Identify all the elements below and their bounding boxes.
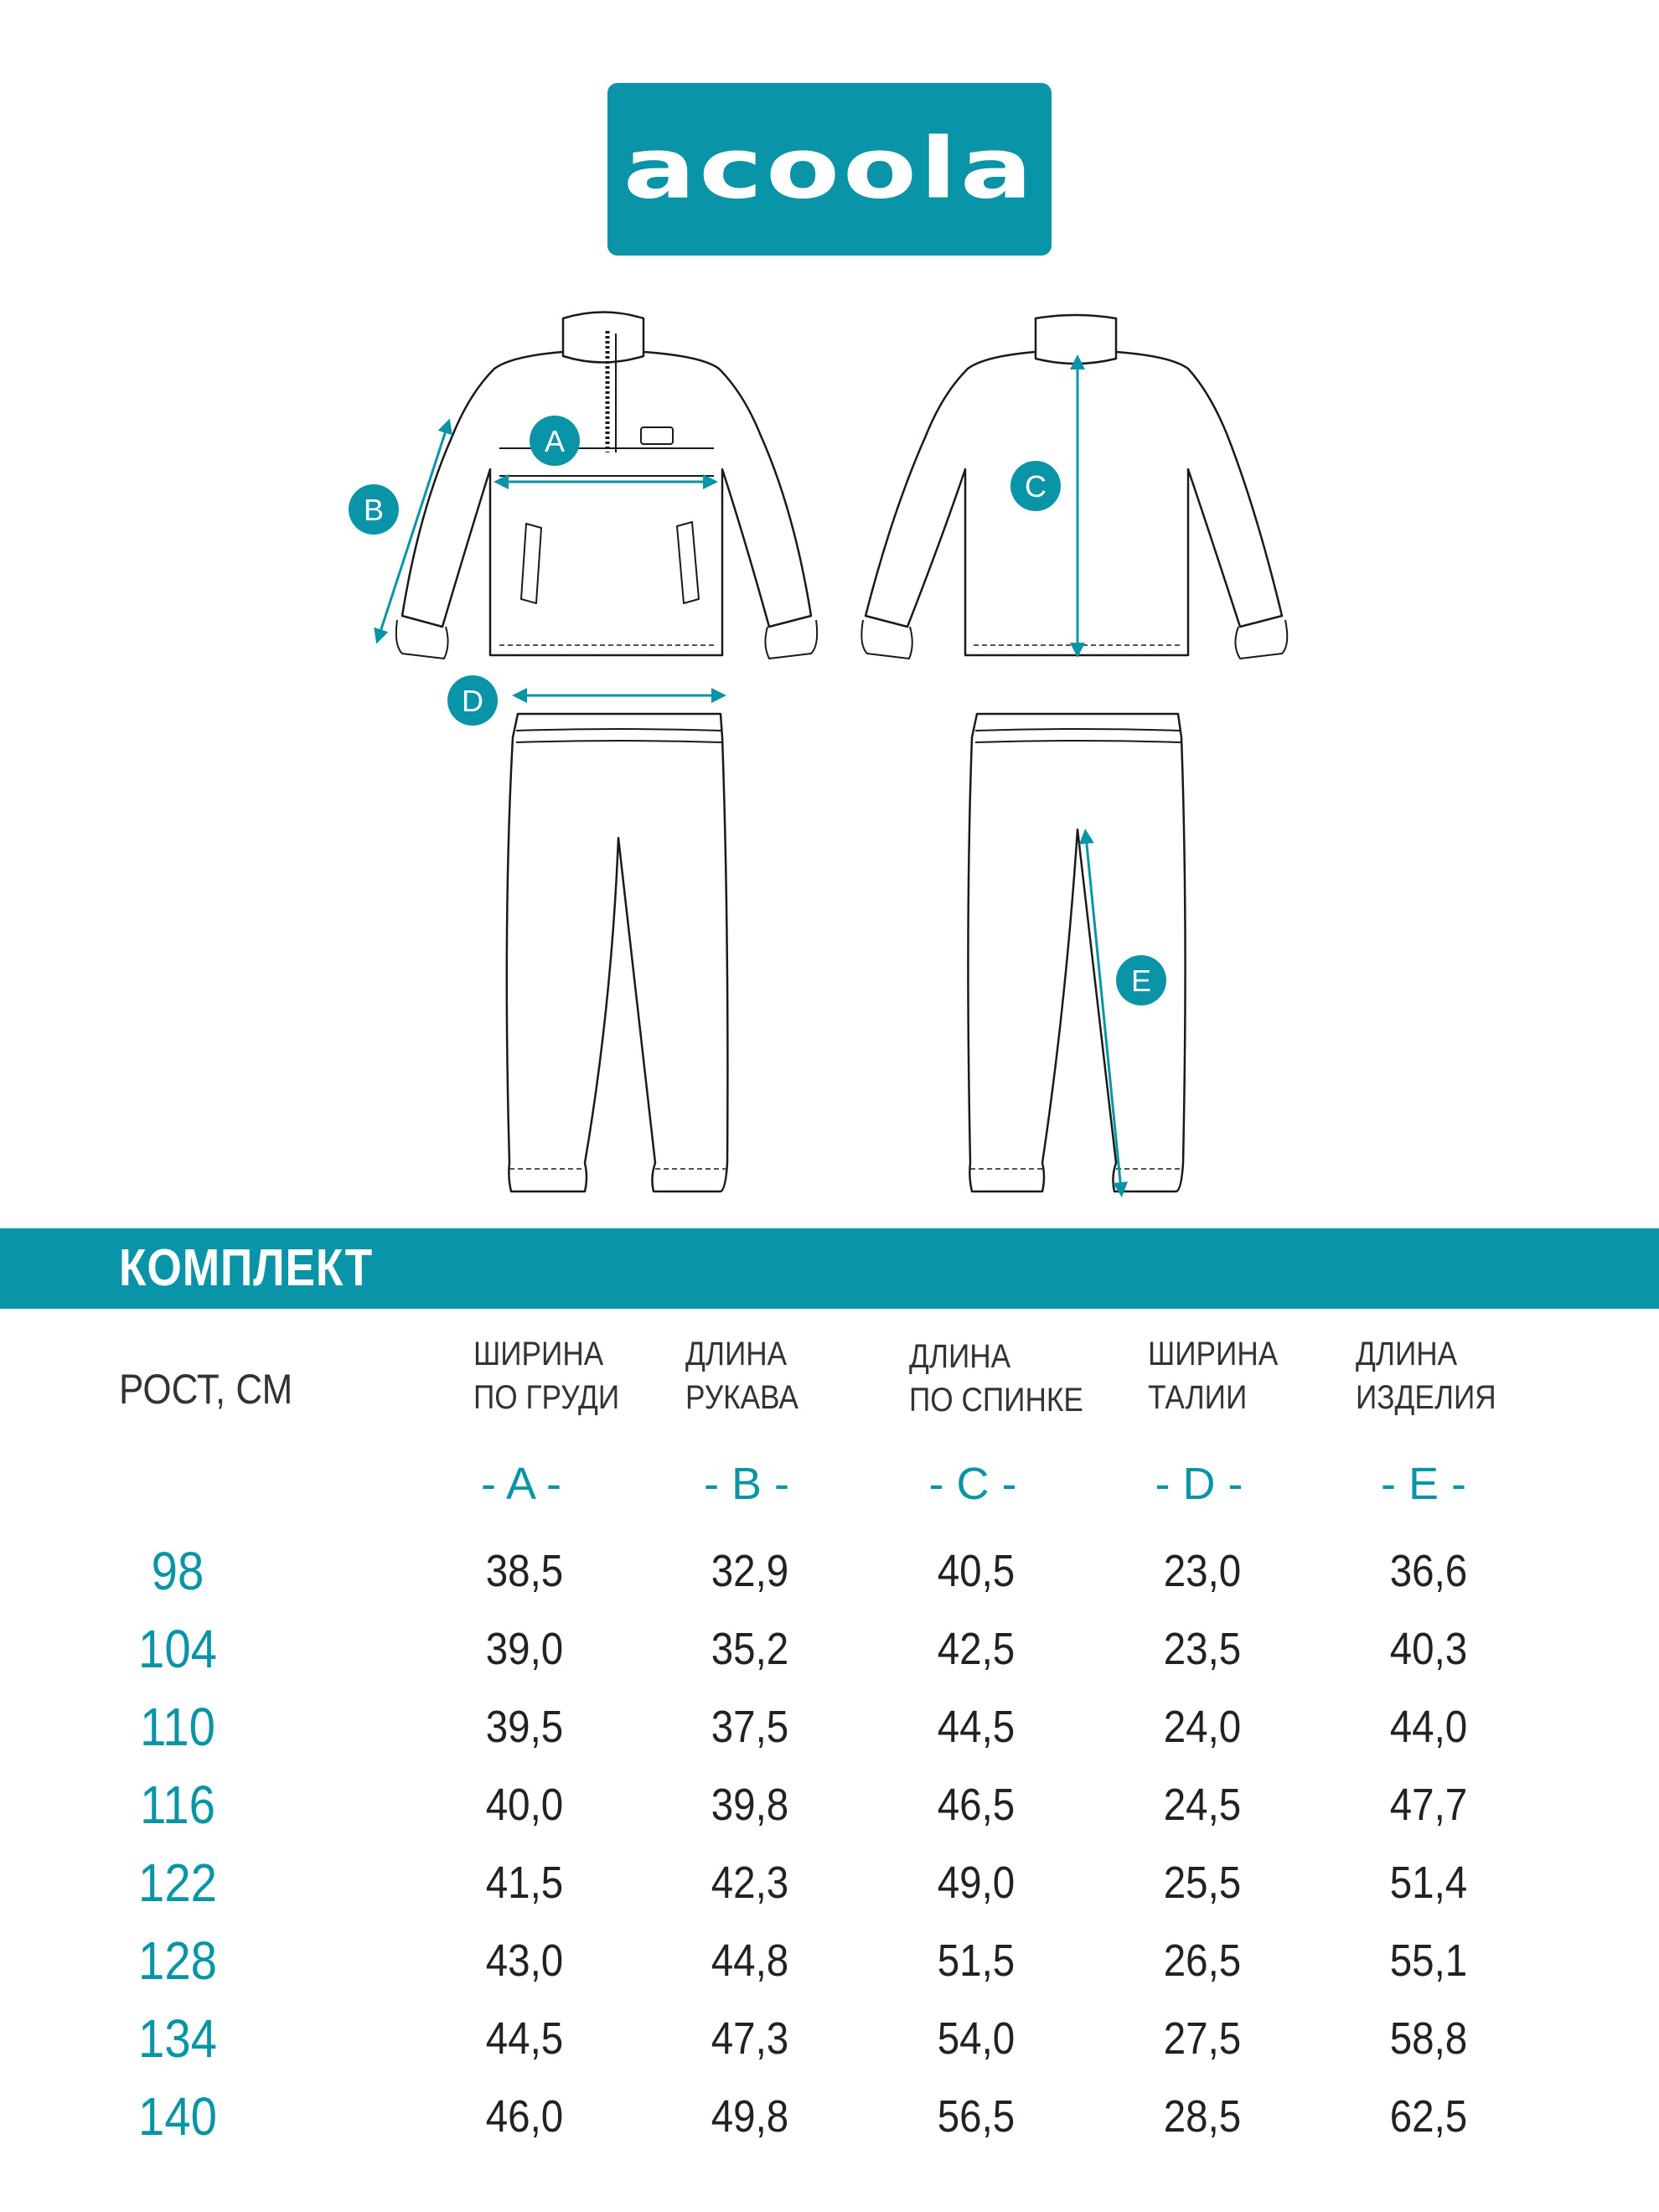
- measurement-value: 40,5: [937, 1546, 1016, 1596]
- measurement-value: 51,4: [1389, 1858, 1468, 1908]
- measurement-value: 32,9: [711, 1546, 789, 1596]
- measurement-value: 35,2: [711, 1624, 789, 1674]
- measurement-value: 36,6: [1389, 1546, 1468, 1596]
- column-letter-e: - E -: [1381, 1459, 1466, 1509]
- height-value: 98: [151, 1541, 204, 1601]
- table-row: [0, 2009, 1659, 2087]
- measurement-value: 49,8: [711, 2091, 789, 2142]
- table-row: [0, 1853, 1659, 1931]
- column-letter-c: - C -: [928, 1459, 1017, 1509]
- table-row: [0, 1775, 1659, 1853]
- measurement-value: 25,5: [1163, 1858, 1242, 1908]
- measurement-value: 47,3: [711, 2013, 789, 2064]
- measurement-value: 44,0: [1389, 1702, 1468, 1752]
- column-header-waist-width: ШИРИНА ТАЛИИ: [1148, 1336, 1279, 1416]
- measurement-value: 37,5: [711, 1702, 789, 1752]
- column-letter-a: - A -: [480, 1459, 562, 1509]
- measurement-value: 24,0: [1163, 1702, 1242, 1752]
- measurement-value: 56,5: [937, 2091, 1016, 2142]
- measurement-value: 55,1: [1389, 1936, 1468, 1986]
- measurement-value: 47,7: [1389, 1780, 1468, 1830]
- pants-front-outline: [507, 714, 728, 1191]
- marker-e-label: E: [1130, 964, 1152, 998]
- measurement-value: 40,3: [1389, 1624, 1468, 1674]
- measurement-value: 44,8: [711, 1936, 789, 1986]
- measurement-value: 46,5: [937, 1780, 1016, 1830]
- table-row: [0, 2087, 1659, 2165]
- measurement-value: 42,3: [711, 1858, 789, 1908]
- column-header-back-length: ДЛИНА ПО СПИНКЕ: [909, 1338, 1083, 1419]
- measurement-value: 39,8: [711, 1780, 789, 1830]
- measurement-value: 38,5: [485, 1546, 564, 1596]
- measurement-value: 27,5: [1163, 2013, 1242, 2064]
- section-header-bar: [0, 1228, 1659, 1309]
- measurement-value: 39,5: [485, 1702, 564, 1752]
- marker-c-label: C: [1025, 469, 1047, 504]
- measurement-value: 44,5: [485, 2013, 564, 2064]
- table-row: [0, 1542, 1659, 1620]
- jacket-front-outline: [396, 313, 817, 659]
- measurement-value: 23,0: [1163, 1546, 1242, 1596]
- height-value: 134: [138, 2008, 217, 2069]
- column-header-sleeve-length: ДЛИНА РУКАВА: [685, 1336, 798, 1416]
- measurement-value: 42,5: [937, 1624, 1016, 1674]
- garment-diagram: [0, 285, 1659, 1215]
- height-value: 110: [140, 1697, 215, 1757]
- height-value: 116: [140, 1775, 215, 1835]
- height-value: 104: [138, 1619, 217, 1679]
- marker-d-label: D: [462, 684, 483, 718]
- measurement-value: 54,0: [937, 2013, 1016, 2064]
- measurement-value: 24,5: [1163, 1780, 1242, 1830]
- height-value: 122: [138, 1853, 217, 1913]
- brand-logo-text: acoola: [623, 120, 1036, 218]
- measurement-value: 39,0: [485, 1624, 564, 1674]
- height-value: 128: [138, 1930, 217, 1991]
- column-header-item-length: ДЛИНА ИЗДЕЛИЯ: [1356, 1336, 1496, 1416]
- marker-b-label: B: [363, 493, 385, 527]
- table-row: [0, 1698, 1659, 1775]
- brand-logo: [607, 83, 1052, 256]
- measurement-value: 49,0: [937, 1858, 1016, 1908]
- measurement-value: 26,5: [1163, 1936, 1242, 1986]
- pants-back-outline: [968, 714, 1185, 1191]
- measurement-value: 40,0: [485, 1780, 564, 1830]
- height-column-header: РОСТ, СМ: [119, 1366, 293, 1413]
- measurement-value: 28,5: [1163, 2091, 1242, 2142]
- measurement-value: 41,5: [485, 1858, 564, 1908]
- measurement-value: 44,5: [937, 1702, 1016, 1752]
- height-value: 140: [138, 2086, 217, 2147]
- marker-a-label: A: [544, 424, 566, 458]
- measurement-value: 58,8: [1389, 2013, 1468, 2064]
- table-row: [0, 1931, 1659, 2009]
- table-row: [0, 1620, 1659, 1698]
- section-title: КОМПЛЕКТ: [119, 1239, 374, 1297]
- column-letter-b: - B -: [704, 1459, 789, 1509]
- column-header-chest-width: ШИРИНА ПО ГРУДИ: [473, 1336, 620, 1416]
- column-letter-d: - D -: [1155, 1459, 1243, 1509]
- measurement-value: 51,5: [937, 1936, 1016, 1986]
- measurement-value: 23,5: [1163, 1624, 1242, 1674]
- measurement-value: 62,5: [1389, 2091, 1468, 2142]
- measurement-value: 46,0: [485, 2091, 564, 2142]
- jacket-back-outline: [861, 315, 1287, 659]
- measurement-value: 43,0: [485, 1936, 564, 1986]
